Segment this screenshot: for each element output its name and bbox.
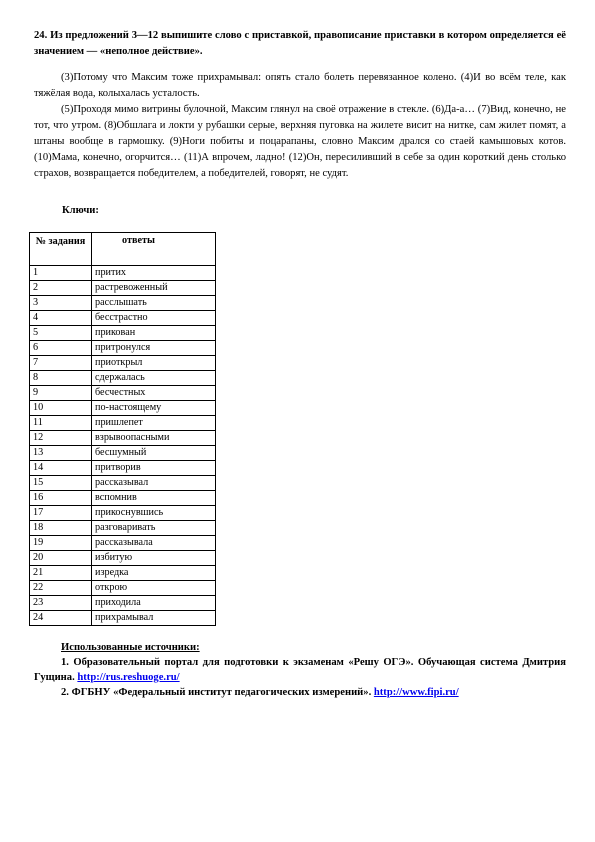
passage-paragraph: (3)Потому что Максим тоже прихрамывал: опять стало болеть перевязанное колено. (4)И во всём теле, как тяжёлая вода, колыхалась усталость. [34, 72, 566, 99]
answer-cell: открою [92, 581, 216, 596]
sources-heading: Использованные источники: [61, 642, 200, 653]
answer-cell: вспомнив [92, 491, 216, 506]
answer-cell: рассказывал [92, 476, 216, 491]
answer-cell: пришлепет [92, 416, 216, 431]
answer-cell: притих [92, 266, 216, 281]
task-number-cell: 4 [30, 311, 92, 326]
task-number-cell: 22 [30, 581, 92, 596]
table-row [30, 446, 216, 461]
answer-cell: прикован [92, 326, 216, 341]
table-row [30, 281, 216, 296]
task-number-cell: 17 [30, 506, 92, 521]
task-number-cell: 16 [30, 491, 92, 506]
task-number-cell: 13 [30, 446, 92, 461]
table-row [30, 536, 216, 551]
table-row [30, 596, 216, 611]
task-number-cell: 19 [30, 536, 92, 551]
answer-cell: взрывоопасными [92, 431, 216, 446]
table-row [30, 311, 216, 326]
answer-cell: приходила [92, 596, 216, 611]
table-row [30, 416, 216, 431]
answer-cell: притронулся [92, 341, 216, 356]
header-task-number: № задания [30, 233, 92, 266]
table-row [30, 326, 216, 341]
answer-cell: прихрамывал [92, 611, 216, 626]
source-text: 1. Образовательный портал для подготовки к экзаменам «Решу ОГЭ». Обучающая система Дмитрия Гущина. [34, 657, 566, 683]
answer-keys-body [30, 266, 216, 626]
source-item [34, 685, 566, 700]
answer-cell: расслышать [92, 296, 216, 311]
table-row [30, 491, 216, 506]
table-row [30, 371, 216, 386]
answer-cell: бесчестных [92, 386, 216, 401]
table-row [30, 266, 216, 281]
task-number-cell: 14 [30, 461, 92, 476]
table-row [30, 341, 216, 356]
table-row [30, 521, 216, 536]
source-item [34, 655, 566, 685]
answer-cell: прикоснувшись [92, 506, 216, 521]
task-number-cell: 1 [30, 266, 92, 281]
sources-section [34, 640, 566, 700]
task-number-cell: 23 [30, 596, 92, 611]
task-number-cell: 10 [30, 401, 92, 416]
table-row [30, 401, 216, 416]
answer-cell: бесстрастно [92, 311, 216, 326]
table-row [30, 431, 216, 446]
task-number-cell: 2 [30, 281, 92, 296]
answer-cell: разговаривать [92, 521, 216, 536]
answer-cell: сдержалась [92, 371, 216, 386]
answer-cell: притворив [92, 461, 216, 476]
answer-keys-table [29, 232, 216, 626]
table-row [30, 611, 216, 626]
table-row [30, 386, 216, 401]
task-number-cell: 18 [30, 521, 92, 536]
task-number-cell: 20 [30, 551, 92, 566]
task-number-cell: 24 [30, 611, 92, 626]
table-row [30, 506, 216, 521]
table-header-row [30, 233, 216, 266]
task-number-cell: 21 [30, 566, 92, 581]
table-row [30, 551, 216, 566]
table-row [30, 566, 216, 581]
passage-text [34, 70, 566, 182]
answer-cell: бесшумный [92, 446, 216, 461]
task-number-cell: 11 [30, 416, 92, 431]
answer-cell: по-настоящему [92, 401, 216, 416]
header-answers: ответы [92, 233, 216, 266]
source-link[interactable]: http://rus.reshuoge.ru/ [77, 672, 180, 683]
answer-cell: рассказывала [92, 536, 216, 551]
task-number-cell: 8 [30, 371, 92, 386]
table-row [30, 476, 216, 491]
task-number-cell: 5 [30, 326, 92, 341]
table-row [30, 296, 216, 311]
task-number-cell: 3 [30, 296, 92, 311]
task-number-cell: 15 [30, 476, 92, 491]
task-number-cell: 12 [30, 431, 92, 446]
passage-paragraph: (5)Проходя мимо витрины булочной, Максим глянул на своё отражение в стекле. (6)Да-а… (7)Вид, конечно, не тот, что утром. (8)Обшлага и локти у рубашки серые, верхняя пуговка на жилете висит на нитке, сам жилет помят, а штаны вообще в гармошку. (9)Ноги побиты и поцарапаны, словно Максим дрался со стаей камышовых котов. (10)Мама, конечно, огорчится… (11)А впрочем, ладно! (12)Он, пересиливший в себе за один короткий день столько страхов, возвращается победителем, а победителей, говорят, не судят. [34, 104, 566, 179]
source-link[interactable]: http://www.fipi.ru/ [373, 687, 459, 698]
source-text: 2. ФГБНУ «Федеральный институт педагогических измерений». [61, 687, 374, 698]
table-row [30, 461, 216, 476]
task-number-cell: 6 [30, 341, 92, 356]
table-row [30, 581, 216, 596]
task-number-cell: 9 [30, 386, 92, 401]
answer-cell: изредка [92, 566, 216, 581]
keys-title: Ключи: [62, 205, 99, 216]
answer-cell: избитую [92, 551, 216, 566]
task-title: 24. Из предложений 3—12 выпишите слово с приставкой, правописание приставки в котором определяется её значением — «неполное действие». [34, 30, 566, 57]
answer-cell: приоткрыл [92, 356, 216, 371]
task-number-cell: 7 [30, 356, 92, 371]
answer-cell: растревоженный [92, 281, 216, 296]
table-row [30, 356, 216, 371]
